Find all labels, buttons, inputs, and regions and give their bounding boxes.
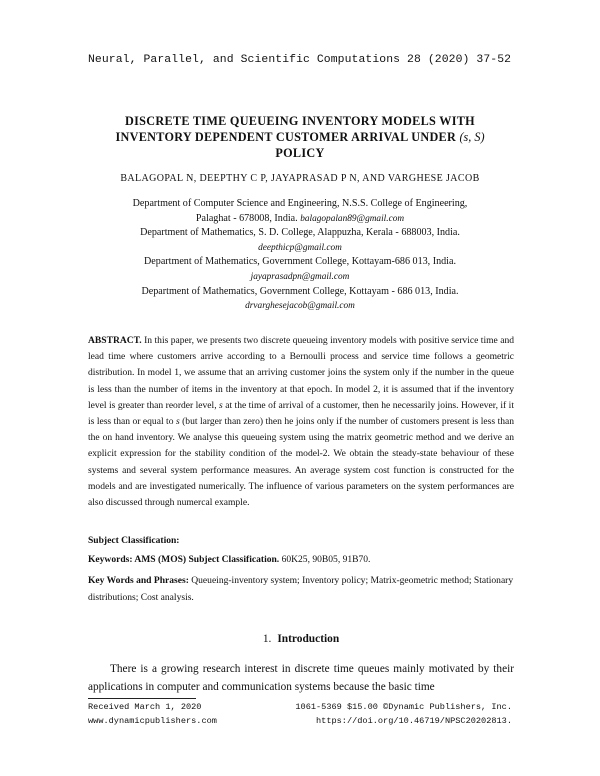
section-heading [88,633,514,645]
section-number: 1. [262,633,272,645]
title-line-3: POLICY [275,146,325,160]
abstract: ABSTRACT. In this paper, we presents two discrete queueing inventory models with positive service time and lead time where customers arrive according to a Bernoulli process and service time follows a geometric distribution. In model 1, we assume that an arriving customer joins the system only if the number in the queue is less than the number of items in the inventory at that epoch. In model 2, it is assumed that if the inventory level is greater than reorder level, s at the time of arrival of a customer, then he necessarily joins. However, if it is less than or equal to s (but larger than zero) then he joins only if the number of customers present is less than the on hand inventory. We analyse this queueing system using the matrix geometric method and we derive an explicit expression for the stability condition of the model-2. We obtain the steady-state behaviour of these systems and several system performance measures. An average system cost function is constructed for the models and are investigated numerically. The influence of various parameters on the system performances are also discussed through numercal example. [88,335,515,509]
affiliation-3: Department of Mathematics, Government College, Kottayam-686 013, India. jayaprasadpn@gmail.com [144,256,456,282]
email-link[interactable]: balagopalan89@gmail.com [300,213,405,224]
subject-classification: Subject Classification: [88,535,180,546]
abstract-label: ABSTRACT. [88,335,142,346]
received-date: Received March 1, 2020 [88,702,202,712]
issn-price: 1061-5369 $15.00 ©Dynamic Publishers, Inc. [295,702,512,712]
email-link[interactable]: deepthicp@gmail.com [258,242,342,253]
affiliation-1: Department of Computer Science and Engineering, N.S.S. College of Engineering, Palaghat - 678008, India. balagopalan89@gmail.com [132,198,468,224]
title-line-1: DISCRETE TIME QUEUEING INVENTORY MODELS WITH [125,114,475,128]
affiliations [80,197,520,314]
doi-link[interactable]: https://doi.org/10.46719/NPSC20202813. [316,716,512,726]
paper-title [60,113,540,161]
keywords: Keywords: AMS (MOS) Subject Classification. 60K25, 90B05, 91B70. [88,554,371,565]
title-line-2: INVENTORY DEPENDENT CUSTOMER ARRIVAL UNDER [115,130,457,144]
title-policy-variable: (s, S) [459,130,485,144]
email-link[interactable]: drvarghesejacob@gmail.com [245,301,355,312]
affiliation-2: Department of Mathematics, S. D. College, Alappuzha, Kerala - 688003, India. deepthicp@gmail.com [140,227,460,253]
email-link[interactable]: jayaprasadpn@gmail.com [250,271,350,282]
author-list: BALAGOPAL N, DEEPTHY C P, JAYAPRASAD P N, AND VARGHESE JACOB [120,173,480,184]
journal-header: Neural, Parallel, and Scientific Computations 28 (2020) 37-52 [88,54,512,66]
intro-paragraph: There is a growing research interest in discrete time queues mainly motivated by their applications in computer and communication systems because the basic time [88,663,514,693]
key-phrases: Key Words and Phrases: Queueing-inventory system; Inventory policy; Matrix-geometric method; Stationary distributions; Cost analysis. [88,575,514,603]
affiliation-4: Department of Mathematics, Government College, Kottayam - 686 013, India. drvarghesejacob@gmail.com [141,285,459,312]
publisher-website[interactable]: www.dynamicpublishers.com [88,716,217,726]
section-title: Introduction [277,633,340,645]
footnote-divider [88,698,196,699]
